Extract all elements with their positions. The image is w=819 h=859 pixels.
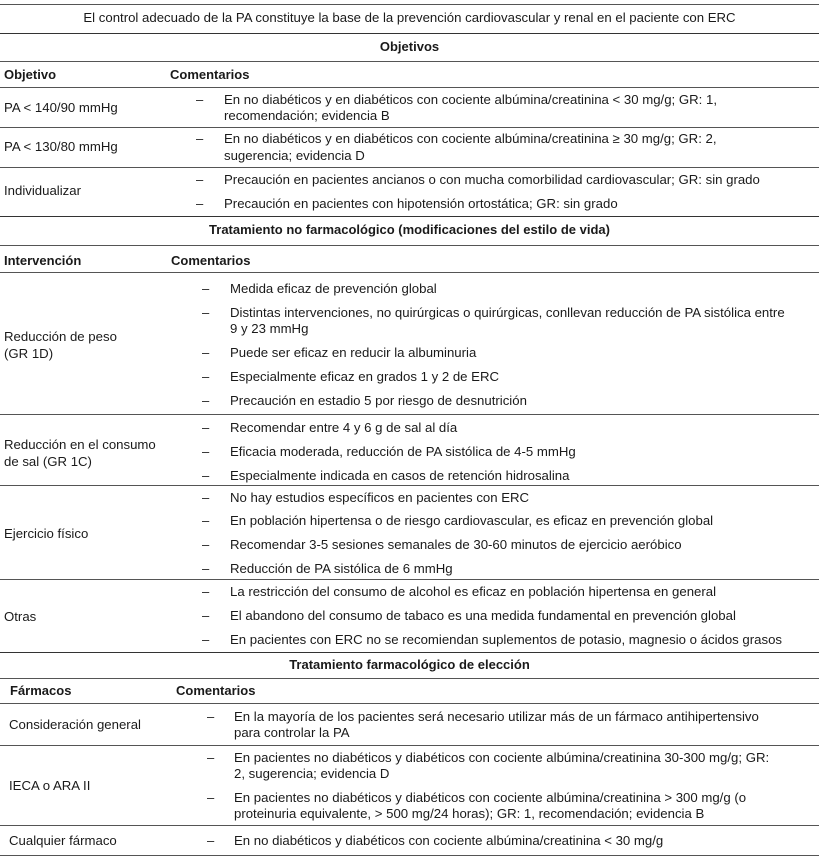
bullet: –: [207, 790, 215, 805]
comment-line: En pacientes no diabéticos y diabéticos con cociente albúmina/creatinina 30-300 mg/g; GR:: [234, 750, 770, 765]
comment-line: La restricción del consumo de alcohol es eficaz en población hipertensa en general: [230, 584, 717, 599]
comment-line: En población hipertensa o de riesgo cardiovascular, es eficaz en prevención global: [230, 513, 714, 528]
rule: [0, 678, 819, 679]
comment-line: En la mayoría de los pacientes será necesario utilizar más de un fármaco antihipertensivo: [234, 709, 759, 724]
comment-line: En pacientes con ERC no se recomiendan suplementos de potasio, magnesio o ácidos grasos: [230, 632, 783, 647]
col-header-comentarios: Comentarios: [170, 67, 250, 82]
comment-line: Reducción de PA sistólica de 6 mmHg: [230, 561, 453, 576]
section-title-farmacologico: Tratamiento farmacológico de elección: [289, 657, 530, 672]
bullet: –: [196, 92, 204, 107]
comment-line: 9 y 23 mmHg: [230, 321, 309, 336]
comment-line: Distintas intervenciones, no quirúrgicas o quirúrgicas, conllevan reducción de PA sistólica entre: [230, 305, 785, 320]
bullet: –: [207, 709, 215, 724]
row-label: Otras: [4, 609, 37, 624]
comment-line: proteinuria equivalente, > 500 mg/24 horas); GR: 1, recomendación; evidencia B: [234, 806, 705, 821]
rule: [0, 855, 819, 856]
bullet: –: [202, 345, 210, 360]
rule: [0, 825, 819, 826]
rule: [0, 127, 819, 128]
bullet: –: [202, 369, 210, 384]
section-title-no-farmacologico: Tratamiento no farmacológico (modificaciones del estilo de vida): [209, 222, 610, 237]
bullet: –: [202, 490, 210, 505]
row-label: Reducción en el consumo: [4, 437, 156, 452]
comment-line: sugerencia; evidencia D: [224, 148, 365, 163]
bullet: –: [207, 833, 215, 848]
comment-line: 2, sugerencia; evidencia D: [234, 766, 390, 781]
comment-line: Eficacia moderada, reducción de PA sistólica de 4-5 mmHg: [230, 444, 576, 459]
rule: [0, 87, 819, 88]
comment-line: recomendación; evidencia B: [224, 108, 390, 123]
comment-line: para controlar la PA: [234, 725, 350, 740]
bullet: –: [202, 281, 210, 296]
rule: [0, 414, 819, 415]
comment-line: En no diabéticos y en diabéticos con cociente albúmina/creatinina ≥ 30 mg/g; GR: 2,: [224, 131, 717, 146]
bullet: –: [202, 393, 210, 408]
comment-line: Precaución en estadio 5 por riesgo de desnutrición: [230, 393, 527, 408]
comment-line: Precaución en pacientes con hipotensión ortostática; GR: sin grado: [224, 196, 618, 211]
bullet: –: [202, 444, 210, 459]
bullet: –: [202, 305, 210, 320]
comment-line: En pacientes no diabéticos y diabéticos con cociente albúmina/creatinina > 300 mg/g (o: [234, 790, 747, 805]
bullet: –: [202, 561, 210, 576]
rule: [0, 167, 819, 168]
intro-text: El control adecuado de la PA constituye la base de la prevención cardiovascular y renal en el paciente con ERC: [83, 10, 736, 25]
col-header-comentarios: Comentarios: [171, 253, 251, 268]
col-header-intervencion: Intervención: [4, 253, 82, 268]
row-label: Consideración general: [9, 717, 141, 732]
bullet: –: [202, 632, 210, 647]
bullet: –: [196, 172, 204, 187]
rule: [0, 61, 819, 62]
bullet: –: [196, 196, 204, 211]
bullet: –: [207, 750, 215, 765]
comment-line: En no diabéticos y en diabéticos con cociente albúmina/creatinina < 30 mg/g; GR: 1,: [224, 92, 717, 107]
rule: [0, 272, 819, 273]
row-label: Cualquier fármaco: [9, 833, 117, 848]
rule: [0, 579, 819, 580]
col-header-comentarios: Comentarios: [176, 683, 256, 698]
rule: [0, 652, 819, 653]
bullet: –: [202, 513, 210, 528]
comment-line: En no diabéticos y diabéticos con cociente albúmina/creatinina < 30 mg/g: [234, 833, 664, 848]
bullet: –: [202, 468, 210, 483]
row-label: (GR 1D): [4, 346, 54, 361]
row-label: de sal (GR 1C): [4, 454, 92, 469]
rule: [0, 485, 819, 486]
row-label: Reducción de peso: [4, 329, 117, 344]
bullet: –: [202, 608, 210, 623]
rule: [0, 33, 819, 34]
comment-line: Especialmente eficaz en grados 1 y 2 de ERC: [230, 369, 500, 384]
section-title-objetivos: Objetivos: [379, 39, 440, 54]
comment-line: Recomendar 3-5 sesiones semanales de 30-60 minutos de ejercicio aeróbico: [230, 537, 682, 552]
bullet: –: [202, 537, 210, 552]
bullet: –: [196, 131, 204, 146]
col-header-farmacos: Fármacos: [10, 683, 72, 698]
comment-line: No hay estudios específicos en pacientes con ERC: [230, 490, 530, 505]
row-label: Individualizar: [4, 183, 81, 198]
comment-line: Medida eficaz de prevención global: [230, 281, 437, 296]
comment-line: Especialmente indicada en casos de retención hidrosalina: [230, 468, 570, 483]
rule: [0, 4, 819, 5]
rule: [0, 703, 819, 704]
rule: [0, 216, 819, 217]
row-label: PA < 130/80 mmHg: [4, 139, 118, 154]
row-label: PA < 140/90 mmHg: [4, 100, 118, 115]
rule: [0, 745, 819, 746]
row-label: IECA o ARA II: [9, 778, 91, 793]
bullet: –: [202, 584, 210, 599]
col-header-objetivo: Objetivo: [4, 67, 57, 82]
comment-line: Puede ser eficaz en reducir la albuminuria: [230, 345, 477, 360]
comment-line: Recomendar entre 4 y 6 g de sal al día: [230, 420, 458, 435]
comment-line: El abandono del consumo de tabaco es una medida fundamental en prevención global: [230, 608, 736, 623]
bullet: –: [202, 420, 210, 435]
row-label: Ejercicio físico: [4, 526, 89, 541]
rule: [0, 245, 819, 246]
comment-line: Precaución en pacientes ancianos o con mucha comorbilidad cardiovascular; GR: sin grado: [224, 172, 760, 187]
